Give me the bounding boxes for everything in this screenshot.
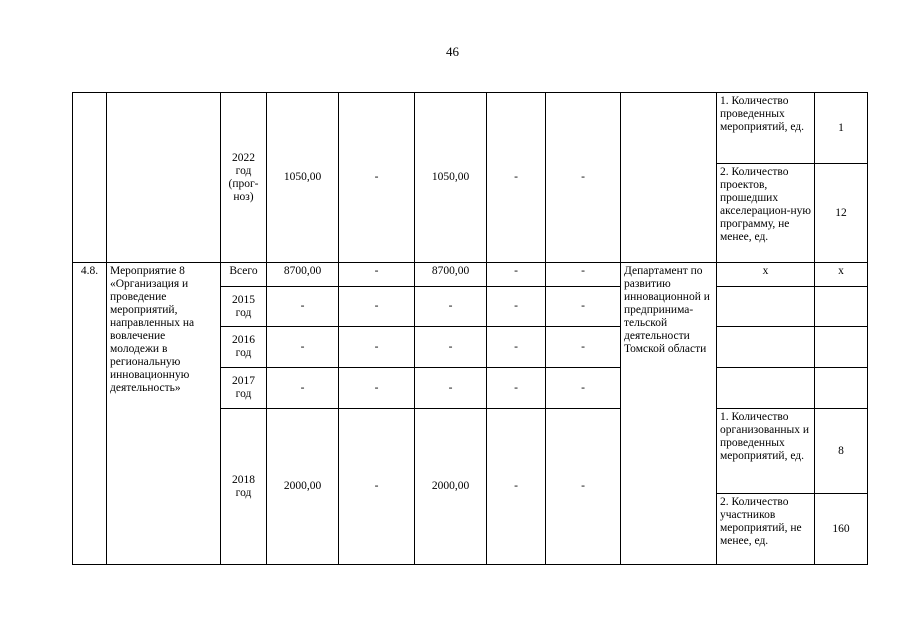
extrabudget-cell: - xyxy=(546,409,621,565)
year-cell: 2015 год xyxy=(221,287,267,327)
local-cell: - xyxy=(487,93,546,263)
row-number-empty xyxy=(73,93,107,263)
executor: Департамент по развитию инновационной и предпринима-тельской деятельности Томской области xyxy=(621,263,717,565)
indicator-value: х xyxy=(815,263,868,287)
regional-cell: - xyxy=(415,327,487,368)
extrabudget-cell: - xyxy=(546,263,621,287)
total-cell: - xyxy=(267,327,339,368)
year-cell: 2018 год xyxy=(221,409,267,565)
federal-cell: - xyxy=(339,287,415,327)
federal-cell: - xyxy=(339,368,415,409)
table-row xyxy=(73,263,868,287)
table-row xyxy=(73,93,868,164)
indicator-name: 2. Количество проектов, прошедших акселерацион-ную программу, не менее, ед. xyxy=(717,164,815,263)
federal-cell: - xyxy=(339,409,415,565)
local-cell: - xyxy=(487,327,546,368)
indicator-value: 160 xyxy=(815,494,868,565)
total-cell: - xyxy=(267,287,339,327)
indicator-name: х xyxy=(717,263,815,287)
extrabudget-cell: - xyxy=(546,93,621,263)
event-title-empty xyxy=(107,93,221,263)
indicator-name: 1. Количество проведенных мероприятий, ед. xyxy=(717,93,815,164)
executor-empty xyxy=(621,93,717,263)
local-cell: - xyxy=(487,263,546,287)
indicator-name-empty xyxy=(717,368,815,409)
local-cell: - xyxy=(487,368,546,409)
regional-cell: 1050,00 xyxy=(415,93,487,263)
indicator-value: 12 xyxy=(815,164,868,263)
year-cell: Всего xyxy=(221,263,267,287)
regional-cell: 2000,00 xyxy=(415,409,487,565)
indicator-name: 2. Количество участников мероприятий, не менее, ед. xyxy=(717,494,815,565)
federal-cell: - xyxy=(339,327,415,368)
year-cell: 2017 год xyxy=(221,368,267,409)
year-cell: 2022 год (прог-ноз) xyxy=(221,93,267,263)
local-cell: - xyxy=(487,287,546,327)
extrabudget-cell: - xyxy=(546,368,621,409)
indicator-name-empty xyxy=(717,287,815,327)
extrabudget-cell: - xyxy=(546,287,621,327)
total-cell: 1050,00 xyxy=(267,93,339,263)
regional-cell: - xyxy=(415,368,487,409)
year-cell: 2016 год xyxy=(221,327,267,368)
page-number: 46 xyxy=(446,44,459,59)
indicator-value-empty xyxy=(815,327,868,368)
local-cell: - xyxy=(487,409,546,565)
indicator-value-empty xyxy=(815,287,868,327)
indicator-value-empty xyxy=(815,368,868,409)
program-table xyxy=(72,92,868,565)
indicator-name: 1. Количество организованных и проведенных мероприятий, ед. xyxy=(717,409,815,494)
indicator-value: 8 xyxy=(815,409,868,494)
federal-cell: - xyxy=(339,263,415,287)
extrabudget-cell: - xyxy=(546,327,621,368)
indicator-name-empty xyxy=(717,327,815,368)
total-cell: - xyxy=(267,368,339,409)
regional-cell: 8700,00 xyxy=(415,263,487,287)
federal-cell: - xyxy=(339,93,415,263)
total-cell: 2000,00 xyxy=(267,409,339,565)
total-cell: 8700,00 xyxy=(267,263,339,287)
indicator-value: 1 xyxy=(815,93,868,164)
regional-cell: - xyxy=(415,287,487,327)
event-title: Мероприятие 8 «Организация и проведение мероприятий, направленных на вовлечение молодежи в региональную инновационную деятельность» xyxy=(107,263,221,565)
row-number: 4.8. xyxy=(73,263,107,565)
